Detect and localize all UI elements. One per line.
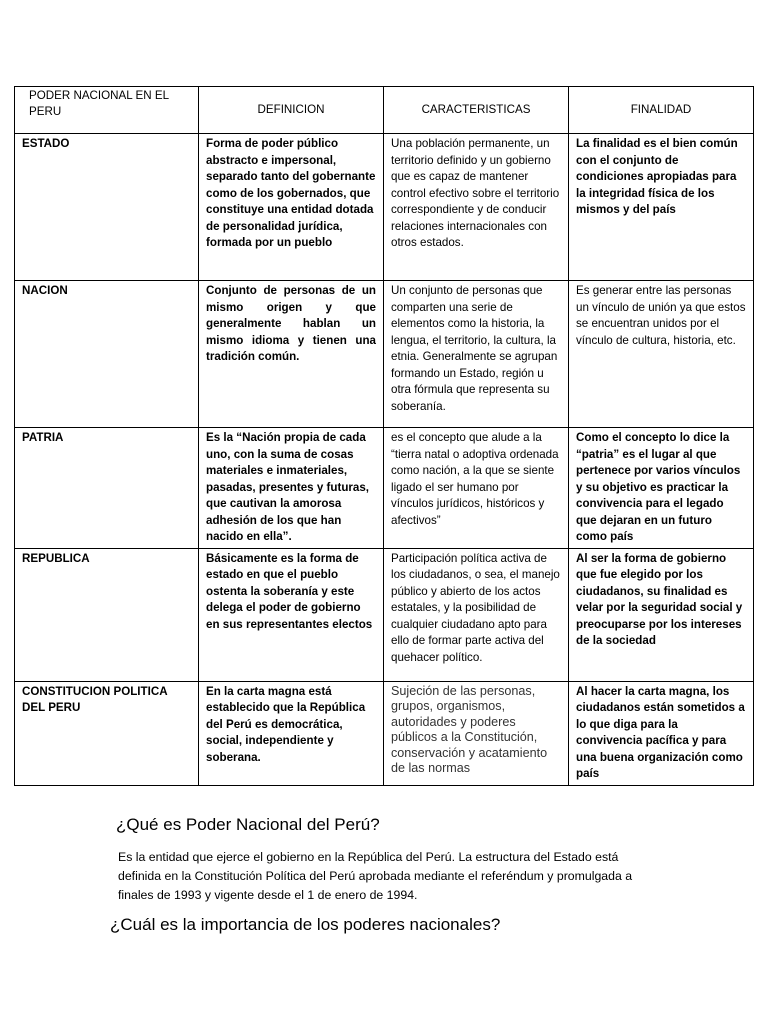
row-label-patria: PATRIA — [15, 428, 199, 549]
cell-caracteristicas-republica: Participación política activa de los ciudadanos, o sea, el manejo público y abierto de los actos estatales, y la posibilidad de cualquier ciudadano apto para ello de formar parte activa del quehacer político. — [384, 548, 569, 681]
header-definicion: DEFINICION — [199, 87, 384, 134]
table-row — [15, 681, 754, 785]
comparison-table — [14, 86, 754, 786]
header-finalidad: FINALIDAD — [569, 87, 754, 134]
question-importancia: ¿Cuál es la importancia de los poderes nacionales? — [110, 915, 501, 934]
cell-caracteristicas-constitucion: Sujeción de las personas, grupos, organismos, autoridades y poderes públicos a la Constitución, conservación y acatamiento de las normas — [384, 681, 569, 785]
cell-finalidad-patria: Como el concepto lo dice la “patria” es el lugar al que pertenece por varios vínculos y su objetivo es practicar la convivencia para el legado que dejaran en un futuro como país — [569, 428, 754, 549]
cell-definicion-patria: Es la “Nación propia de cada uno, con la suma de cosas materiales e inmateriales, pasadas, presentes y futuras, que cautivan la amorosa adhesión de los que han nacido en ella”. — [199, 428, 384, 549]
answer-poder-nacional: Es la entidad que ejerce el gobierno en la República del Perú. La estructura del Estado está definida en la Constitución Política del Perú aprobada mediante el referéndum y promulgada a finales de 1993 y vigente desde el 1 de enero de 1994. — [118, 850, 633, 903]
cell-finalidad-estado: La finalidad es el bien común con el conjunto de condiciones apropiadas para la integridad física de los mismos y del país — [569, 134, 754, 281]
cell-finalidad-republica: Al ser la forma de gobierno que fue elegido por los ciudadanos, su finalidad es velar por la seguridad social y preocuparse por los intereses de la sociedad — [569, 548, 754, 681]
table-row — [15, 281, 754, 428]
cell-definicion-nacion: Conjunto de personas de un mismo origen y que generalmente hablan un mismo idioma y tienen una tradición común. — [199, 281, 384, 428]
cell-caracteristicas-estado: Una población permanente, un territorio definido y un gobierno que es capaz de mantener control efectivo sobre el territorio correspondiente y de conducir relaciones internacionales con otros estados. — [384, 134, 569, 281]
row-label-nacion: NACION — [15, 281, 199, 428]
cell-finalidad-constitucion: Al hacer la carta magna, los ciudadanos están sometidos a lo que diga para la convivencia pacífica y para una buena organización como país — [569, 681, 754, 785]
row-label-constitucion: CONSTITUCION POLITICA DEL PERU — [15, 681, 199, 785]
table-row — [15, 548, 754, 681]
cell-definicion-republica: Básicamente es la forma de estado en que el pueblo ostenta la soberanía y este delega el poder de gobierno en sus representantes electos — [199, 548, 384, 681]
cell-caracteristicas-patria: es el concepto que alude a la “tierra natal o adoptiva ordenada como nación, a la que se siente ligado el ser humano por vínculos jurídicos, históricos y afectivos” — [384, 428, 569, 549]
row-label-estado: ESTADO — [15, 134, 199, 281]
header-poder-nacional: PODER NACIONAL EN EL PERU — [15, 87, 199, 134]
table-row — [15, 134, 754, 281]
cell-caracteristicas-nacion: Un conjunto de personas que comparten una serie de elementos como la historia, la lengua, el territorio, la cultura, la etnia. Generalmente se agrupan formando un Estado, región u otra fórmula que representa su soberanía. — [384, 281, 569, 428]
table-row — [15, 428, 754, 549]
cell-finalidad-nacion: Es generar entre las personas un vínculo de unión ya que estos se encuentran unidos por el vínculo de cultura, historia, etc. — [569, 281, 754, 428]
header-caracteristicas: CARACTERISTICAS — [384, 87, 569, 134]
question-poder-nacional: ¿Qué es Poder Nacional del Perú? — [116, 815, 380, 834]
cell-definicion-constitucion: En la carta magna está establecido que la República del Perú es democrática, social, independiente y soberana. — [199, 681, 384, 785]
row-label-republica: REPUBLICA — [15, 548, 199, 681]
table-header-row — [15, 87, 754, 134]
cell-definicion-estado: Forma de poder público abstracto e impersonal, separado tanto del gobernante como de los gobernados, que constituye una entidad dotada de personalidad jurídica, formada por un pueblo — [199, 134, 384, 281]
